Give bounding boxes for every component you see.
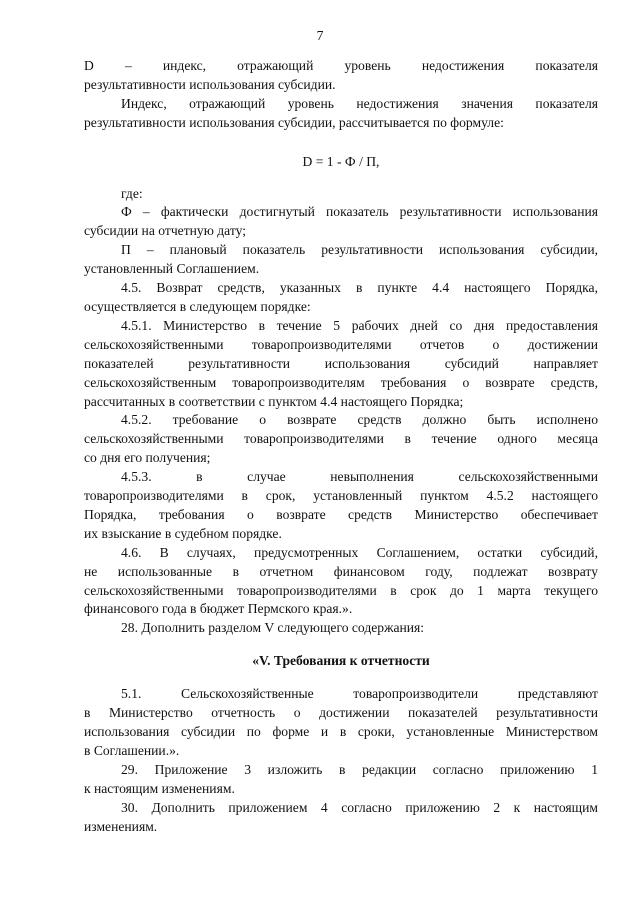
paragraph-4-5-2	[84, 411, 598, 468]
paragraph-item-29	[84, 761, 598, 799]
text-line: 5.1. Сельскохозяйственные товаропроизводители представляют	[121, 686, 598, 702]
text-line: результативности использования субсидии.	[84, 76, 336, 92]
text-line: со дня его получения;	[84, 450, 211, 466]
text-line: D – индекс, отражающий уровень недостижения показателя	[84, 58, 598, 73]
text-line: установленный Соглашением.	[84, 261, 260, 277]
page-number: 7	[316, 28, 324, 43]
paragraph-4-5-1	[84, 317, 598, 412]
paragraph-f-definition	[84, 203, 598, 241]
text-line: в Соглашении.».	[84, 742, 180, 758]
paragraph-p-definition	[84, 241, 598, 279]
paragraph-4-6	[84, 544, 598, 620]
text-line: результативности использования субсидии, рассчитывается по формуле:	[84, 114, 504, 130]
text-line: их взыскание в судебном порядке.	[84, 525, 282, 541]
text-line: не использованные в отчетном финансовом году, подлежат возврату	[84, 563, 598, 579]
paragraph-5-1	[84, 685, 598, 761]
text-line: Ф – фактически достигнутый показатель результативности использования	[121, 204, 598, 220]
paragraph-d-definition	[84, 57, 598, 95]
section-heading: «V. Требования к отчетности	[252, 653, 430, 669]
text-line: к настоящим изменениям.	[84, 780, 235, 796]
text-line: 4.5. Возврат средств, указанных в пункте 4.4 настоящего Порядка,	[121, 280, 598, 296]
text-line: товаропроизводителями в срок, установленный пунктом 4.5.2 настоящего	[84, 488, 598, 504]
formula: D = 1 - Ф / П,	[302, 153, 380, 169]
text-line: осуществляется в следующем порядке:	[84, 298, 311, 314]
paragraph-index-formula-intro	[84, 95, 598, 133]
paragraph-item-30	[84, 799, 598, 837]
text-line: показателей результативности использования субсидий направляет	[84, 355, 598, 371]
text-line: сельскохозяйственными товаропроизводителями в течение одного месяца	[84, 431, 598, 447]
text-line: изменениям.	[84, 818, 158, 834]
text-line: 4.6. В случаях, предусмотренных Соглашением, остатки субсидий,	[121, 544, 598, 560]
text-line: сельскохозяйственным товаропроизводителям требования о возврате средств,	[84, 374, 598, 390]
text-line: Индекс, отражающий уровень недостижения значения показателя	[121, 95, 598, 111]
paragraph-item-28: 28. Дополнить разделом V следующего содержания:	[121, 620, 425, 636]
text-line: Порядка, требования о возврате средств Министерство обеспечивает	[84, 506, 598, 522]
text-line: 4.5.1. Министерство в течение 5 рабочих дней со дня предоставления	[121, 317, 598, 333]
document-body	[84, 57, 598, 836]
text-line: 30. Дополнить приложением 4 согласно приложению 2 к настоящим	[121, 799, 598, 815]
text-line: рассчитанных в соответствии с пунктом 4.4 настоящего Порядка;	[84, 393, 464, 409]
text-line: использования субсидии по форме и в сроки, установленные Министерством	[84, 724, 598, 739]
where-label: где:	[121, 185, 143, 201]
text-line: 4.5.2. требование о возврате средств должно быть исполнено	[121, 412, 598, 428]
text-line: финансового года в бюджет Пермского края.».	[84, 601, 353, 617]
text-line: сельскохозяйственными товаропроизводителями отчетов о достижении	[84, 336, 598, 352]
text-line: 29. Приложение 3 изложить в редакции согласно приложению 1	[121, 761, 598, 777]
paragraph-4-5-3	[84, 468, 598, 544]
paragraph-4-5	[84, 279, 598, 317]
text-line: 4.5.3. в случае невыполнения сельскохозяйственными	[121, 469, 598, 485]
text-line: П – плановый показатель результативности использования субсидии,	[121, 242, 598, 258]
text-line: в Министерство отчетность о достижении показателей результативности	[84, 705, 598, 721]
text-line: сельскохозяйственными товаропроизводителями в срок до 1 марта текущего	[84, 582, 598, 598]
text-line: субсидии на отчетную дату;	[84, 223, 247, 239]
